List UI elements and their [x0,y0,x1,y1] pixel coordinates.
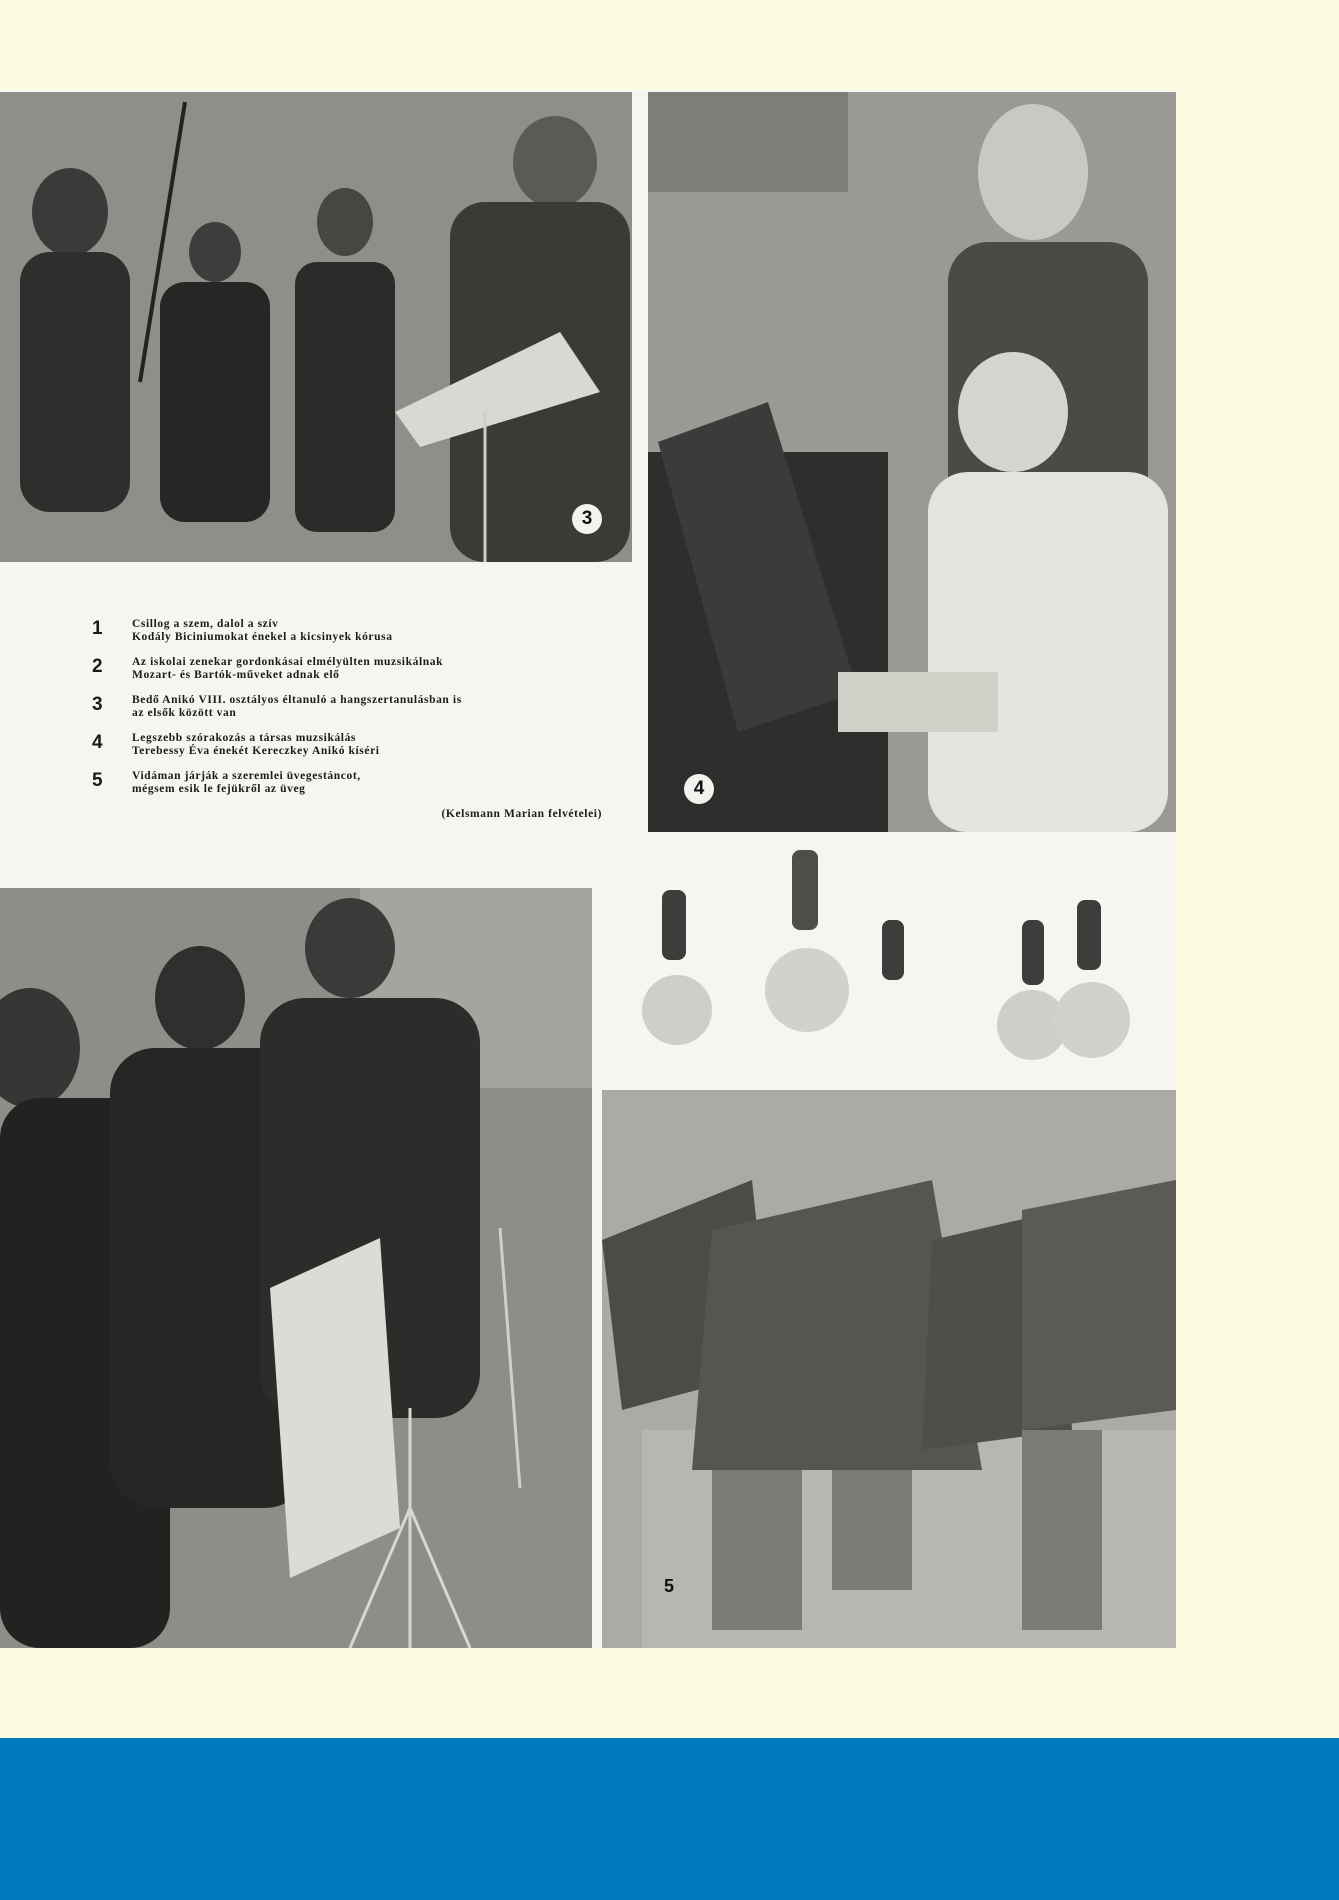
bottle-dancers-illustration [602,850,1176,1648]
caption-line: Vidáman járják a szeremlei üvegestáncot, [132,770,361,782]
footer-band [0,1738,1339,1900]
photo-number-label: 5 [664,1576,675,1596]
caption-line: Legszebb szórakozás a társas muzsikálás [132,732,357,744]
caption-line: mégsem esik le fejükről az üveg [132,783,306,795]
caption-list [92,618,602,824]
photo-number-badge: 4 [684,774,714,804]
photo-bottle-dancers [602,850,1176,1648]
caption-line: az elsők között van [132,707,237,719]
caption-item [92,770,602,796]
caption-number: 3 [92,694,103,715]
caption-line: Az iskolai zenekar gordonkásai elmélyülten muzsikálnak [132,656,444,668]
caption-line: Kodály Biciniumokat énekel a kicsinyek kórusa [132,631,393,643]
caption-item [92,618,602,644]
cello-players-illustration [0,888,592,1648]
violin-ensemble-illustration [0,92,632,562]
caption-line: Csillog a szem, dalol a szív [132,618,279,630]
caption-item [92,732,602,758]
photo-cello-players [0,888,592,1648]
photo-piano-duet [648,92,1176,832]
photo-number-badge: 3 [572,504,602,534]
caption-item [92,656,602,682]
caption-item [92,694,602,720]
caption-line: Terebessy Éva énekét Kereczkey Anikó kíséri [132,745,380,757]
caption-number: 5 [92,770,103,791]
caption-number: 1 [92,618,103,639]
caption-number: 2 [92,656,103,677]
magazine-page [0,90,1176,1648]
caption-number: 4 [92,732,103,753]
photo-credit: (Kelsmann Marian felvételei) [441,808,602,820]
caption-line: Mozart- és Bartók-műveket adnak elő [132,669,340,681]
piano-duet-illustration [648,92,1176,832]
caption-line: Bedő Anikó VIII. osztályos éltanuló a hangszertanulásban is [132,694,462,706]
photo-violin-ensemble [0,92,632,562]
